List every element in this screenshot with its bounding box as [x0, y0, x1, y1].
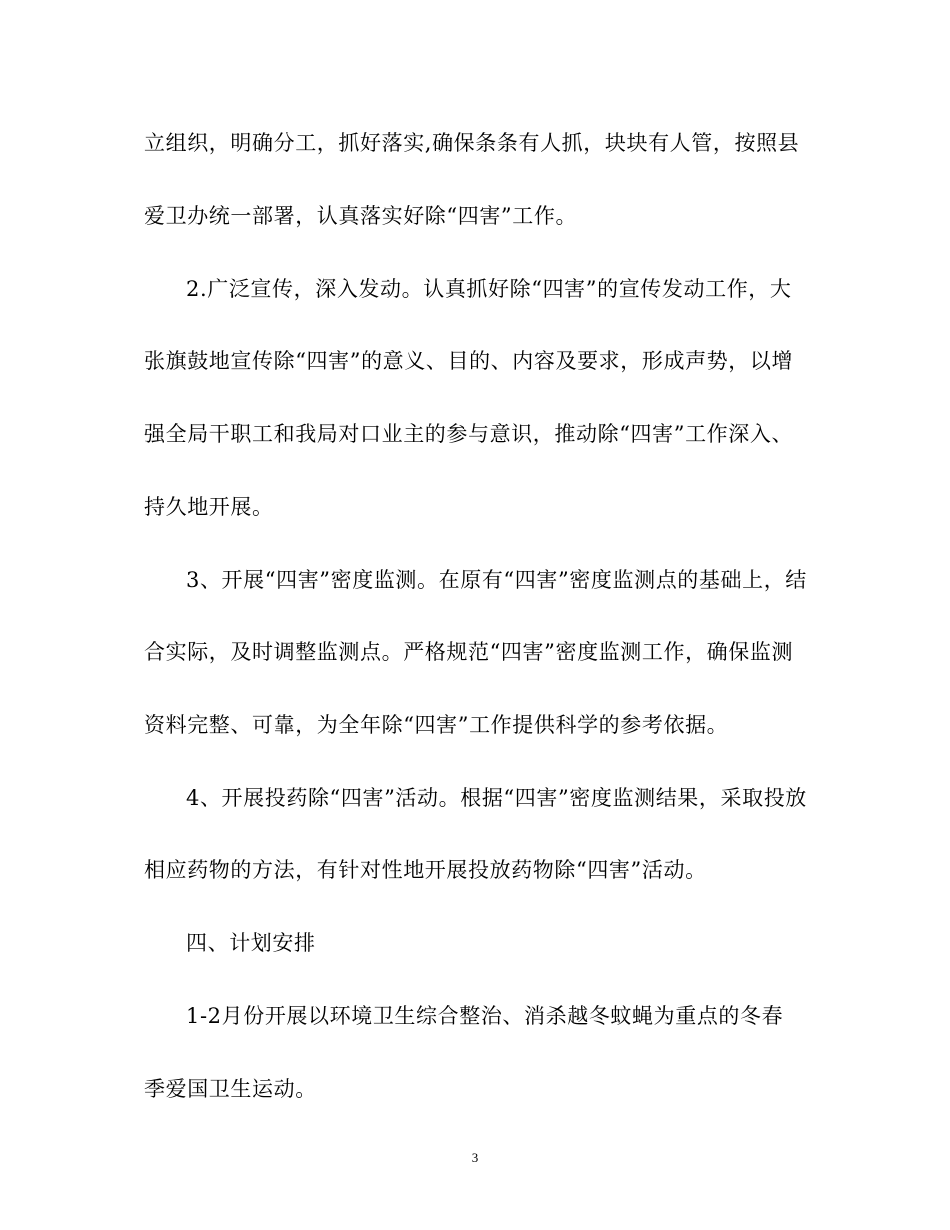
text-line: 4、开展投药除“四害”活动。根据“四害”密度监测结果，采取投放 [186, 786, 807, 810]
text-line: 爱卫办统一部署，认真落实好除“四害”工作。 [144, 204, 578, 228]
text-line: 持久地开展。 [144, 495, 274, 519]
text-line: 合实际，及时调整监测点。严格规范“四害”密度监测工作，确保监测 [144, 640, 794, 664]
text-line: 资料完整、可靠，为全年除“四害”工作提供科学的参考依据。 [144, 713, 729, 737]
section-heading: 四、计划安排 [186, 931, 316, 955]
text-line: 强全局干职工和我局对口业主的参与意识，推动除“四害”工作深入、 [144, 422, 794, 446]
text-line: 张旗鼓地宣传除“四害”的意义、目的、内容及要求，形成声势，以增 [144, 349, 794, 373]
text-line: 立组织，明确分工，抓好落实,确保条条有人抓，块块有人管，按照县 [144, 131, 800, 155]
text-line: 相应药物的方法，有针对性地开展投放药物除“四害”活动。 [144, 858, 707, 882]
text-line: 季爱国卫生运动。 [144, 1077, 317, 1101]
text-line: 1-2月份开展以环境卫生综合整治、消杀越冬蚊蝇为重点的冬春 [186, 1004, 784, 1028]
page-number: 3 [471, 1150, 479, 1165]
text-line: 3、开展“四害”密度监测。在原有“四害”密度监测点的基础上，结 [186, 568, 807, 592]
text-line: 2.广泛宣传，深入发动。认真抓好除“四害”的宣传发动工作，大 [186, 277, 792, 301]
